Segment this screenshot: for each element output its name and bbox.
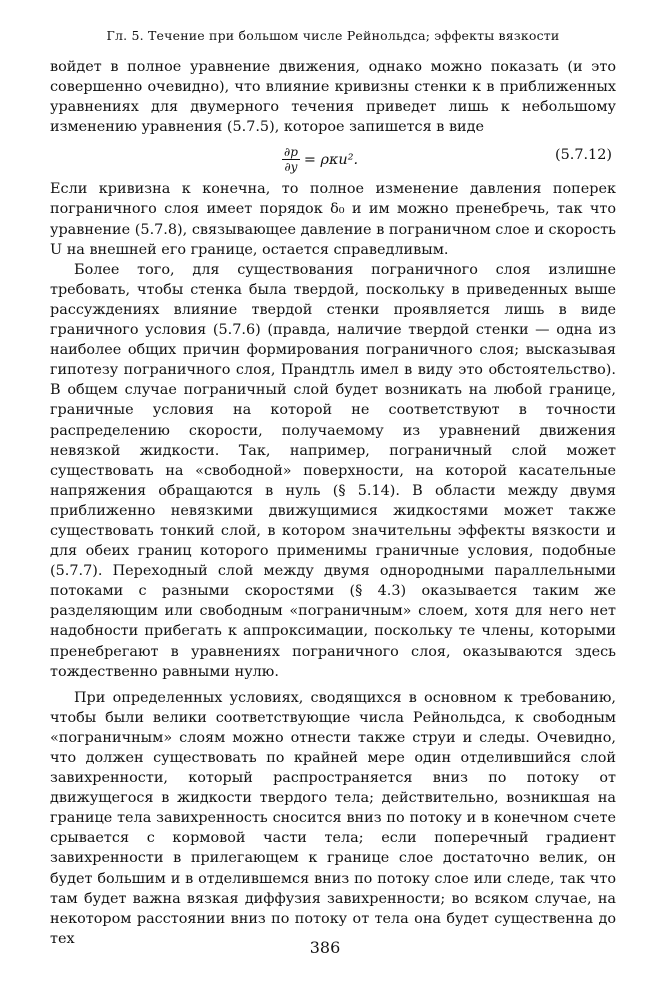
page-number: 386 (309, 938, 341, 957)
paragraph-1: войдет в полное уравнение движения, однако можно показать (и это совершенно очевидно), что влияние кривизны стенки κ в приближенных уравнениях для двумерного течения приведет лишь к небольшому изменению уравнения (5.7.5), которое запишется в виде (50, 59, 616, 136)
paragraph-3: Более того, для существования пограничного слоя излишне требовать, чтобы стенка была твердой, поскольку в приведенных выше рассуждениях влияние твердой стенки проявляется лишь в виде граничного условия (5.7.6) (правда, наличие твердой стенки — одна из наиболее общих причин формирования пограничного слоя; высказывая гипотезу пограничного слоя, Прандтль имел в виду это обстоятельство). В общем случае пограничный слой будет возникать на любой границе, граничные условия на которой не соответствуют в точности распределению скорости, получаемому из уравнений движения невязкой жидкости. Так, например, пограничный слой может существовать на «свободной» поверхности, на которой касательные напряжения обращаются в нуль (§ 5.14). В области между двумя приближенно невязкими движущимися жидкостями может также существовать тонкий слой, в котором значительны эффекты вязкости и для обеих границ которого применимы граничные условия, подобные (5.7.7). Переходный слой между двумя однородными параллельными потоками с разными скоростями (§ 4.3) оказывается таким же разделяющим или свободным «пограничным» слоем, хотя для него нет надобности прибегать к аппроксимации, поскольку те члены, которыми пренебрегают в уравнениях пограничного слоя, оказываются здесь тождественно равными нулю. (50, 261, 616, 680)
equation-numerator: ∂p (284, 145, 298, 160)
paragraph-4: При определенных условиях, сводящихся в основном к требованию, чтобы были велики соответствующие числа Рейнольдса, к свободным «пограничным» слоям можно отнести также струи и следы. Очевидно, что должен существовать по крайней мере один отделившийся слой завихренности, который распространяется вниз по потоку от движущегося в жидкости твердого тела; действительно, возникшая на границе тела завихренность сносится вниз по потоку и в конечном счете срывается с кормовой части тела; если поперечный градиент завихренности в прилегающем к границе слое достаточно велик, он будет большим и в отделившемся вниз по потоку слое или следе, так что там будет важна вязкая диффузия завихренности; во всяком случае, на некотором расстоянии вниз по потоку от тела она будет существенна до тех (50, 689, 616, 947)
page (50, 28, 616, 949)
equation-fraction (282, 145, 300, 174)
equation-rhs: = ρκu². (303, 151, 359, 168)
equation-number: (5.7.12) (554, 147, 612, 164)
paragraph-2: Если кривизна κ конечна, то полное изменение давления поперек пограничного слоя имеет порядок δ₀ и им можно пренебречь, так что уравнение (5.7.8), связывающее давление в пограничном слое и скорость U на внешней его границе, остается справедливым. (50, 181, 616, 258)
equation-5-7-12 (50, 139, 616, 179)
equation-denominator: ∂y (284, 160, 298, 175)
equation-body (282, 145, 358, 174)
running-header: Гл. 5. Течение при большом числе Рейнольдса; эффекты вязкости (106, 28, 560, 43)
